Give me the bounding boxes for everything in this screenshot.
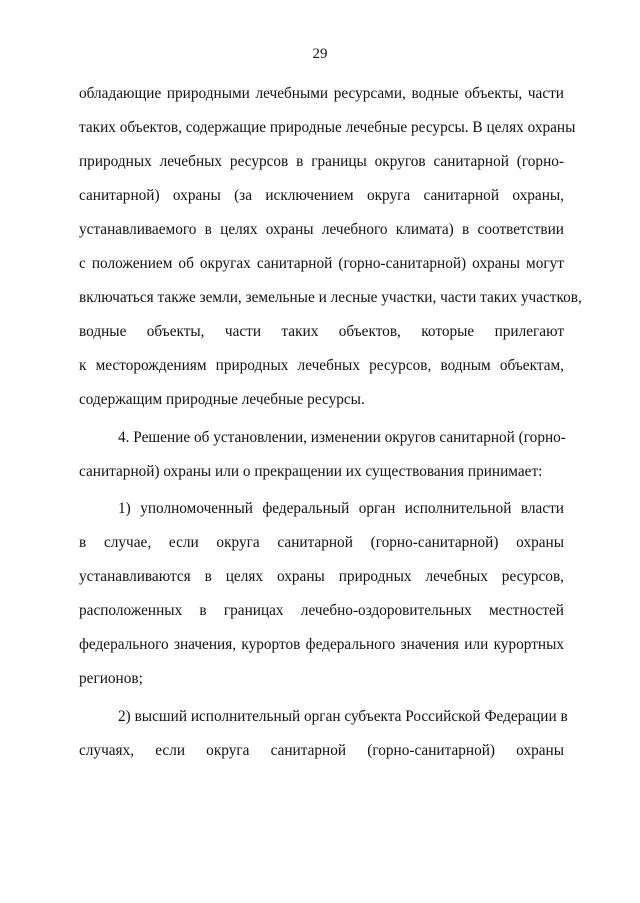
text-line: 2) высший исполнительный орган субъекта Российской Федерации в (118, 708, 568, 725)
text-line: природных лечебных ресурсов в границы округов санитарной (горно- (79, 153, 564, 170)
text-line: содержащим природные лечебные ресурсы. (79, 391, 365, 408)
text-line: устанавливаются в целях охраны природных лечебных ресурсов, (79, 568, 564, 585)
text-line: включаться также земли, земельные и лесные участки, части таких участков, (79, 289, 582, 306)
text-line: расположенных в границах лечебно-оздоровительных местностей (79, 602, 564, 619)
text-line: с положением об округах санитарной (горно-санитарной) охраны могут (79, 255, 564, 272)
text-line: санитарной) охраны (за исключением округа санитарной охраны, (79, 187, 564, 204)
text-line: в случае, если округа санитарной (горно-санитарной) охраны (79, 534, 564, 551)
text-line: обладающие природными лечебными ресурсами, водные объекты, части (79, 85, 564, 102)
text-line: санитарной) охраны или о прекращении их существования принимает: (79, 463, 543, 480)
text-line: водные объекты, части таких объектов, которые прилегают (79, 323, 564, 340)
text-line: федерального значения, курортов федерального значения или курортных (79, 636, 564, 653)
text-line: регионов; (79, 670, 143, 687)
text-line: 1) уполномоченный федеральный орган исполнительной власти (118, 500, 564, 517)
text-line: таких объектов, содержащие природные лечебные ресурсы. В целях охраны (79, 119, 576, 136)
page-number: 29 (312, 46, 328, 62)
text-line: к месторождениям природных лечебных ресурсов, водным объектам, (79, 357, 564, 374)
text-line: случаях, если округа санитарной (горно-санитарной) охраны (79, 742, 564, 759)
text-line: 4. Решение об установлении, изменении округов санитарной (горно- (118, 429, 566, 446)
text-line: устанавливаемого в целях охраны лечебного климата) в соответствии (79, 221, 564, 238)
